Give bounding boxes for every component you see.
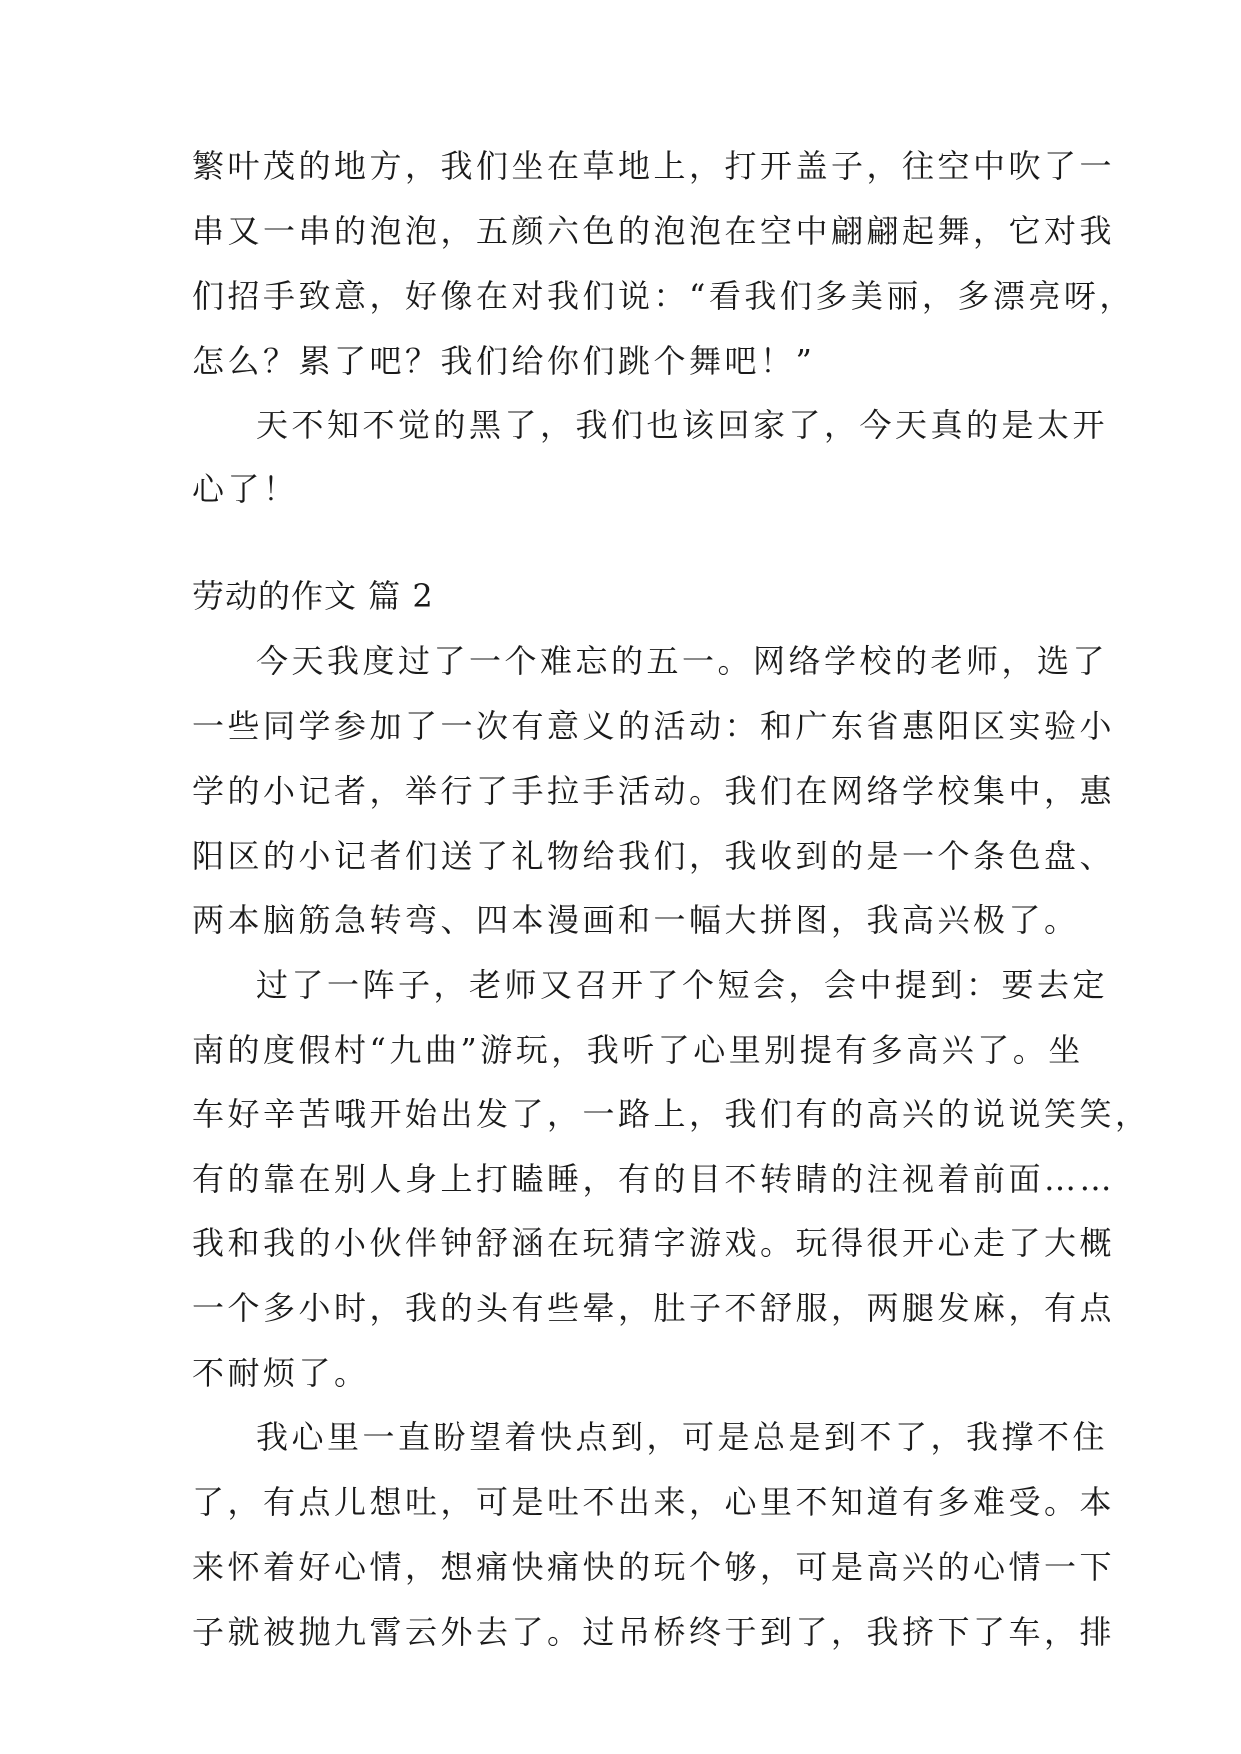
paragraph-line: 过了一阵子，老师又召开了个短会，会中提到：要去定 <box>256 966 1109 1004</box>
paragraph-line: 车好辛苦哦开始出发了，一路上，我们有的高兴的说说笑笑， <box>192 1095 1151 1133</box>
paragraph-line: 不耐烦了。 <box>192 1354 370 1392</box>
paragraph-line: 有的靠在别人身上打瞌睡，有的目不转睛的注视着前面…… <box>192 1160 1116 1198</box>
paragraph-line: 两本脑筋急转弯、四本漫画和一幅大拼图，我高兴极了。 <box>192 901 1080 939</box>
paragraph-line: 子就被抛九霄云外去了。过吊桥终于到了，我挤下了车，排 <box>192 1613 1116 1651</box>
paragraph-line: 心了！ <box>192 470 299 508</box>
paragraph-line: 了，有点儿想吐，可是吐不出来，心里不知道有多难受。本 <box>192 1483 1116 1521</box>
paragraph-line: 一个多小时，我的头有些晕，肚子不舒服，两腿发麻，有点 <box>192 1289 1116 1327</box>
paragraph-line: 天不知不觉的黑了，我们也该回家了，今天真的是太开 <box>256 406 1109 444</box>
paragraph-line: 学的小记者，举行了手拉手活动。我们在网络学校集中，惠 <box>192 772 1116 810</box>
section-title: 劳动的作文 篇 2 <box>192 577 434 615</box>
paragraph-line: 我和我的小伙伴钟舒涵在玩猜字游戏。玩得很开心走了大概 <box>192 1224 1116 1262</box>
paragraph-line: 们招手致意，好像在对我们说：“看我们多美丽，多漂亮呀， <box>192 277 1135 315</box>
paragraph-line: 串又一串的泡泡，五颜六色的泡泡在空中翩翩起舞，它对我 <box>192 212 1116 250</box>
paragraph-line: 一些同学参加了一次有意义的活动：和广东省惠阳区实验小 <box>192 707 1116 745</box>
paragraph-line: 来怀着好心情，想痛快痛快的玩个够，可是高兴的心情一下 <box>192 1548 1116 1586</box>
paragraph-line: 南的度假村“九曲”游玩，我听了心里别提有多高兴了。坐 <box>192 1031 1084 1069</box>
paragraph-line: 繁叶茂的地方，我们坐在草地上，打开盖子，往空中吹了一 <box>192 147 1116 185</box>
paragraph-line: 今天我度过了一个难忘的五一。网络学校的老师，选了 <box>256 642 1109 680</box>
paragraph-line: 怎么？累了吧？我们给你们跳个舞吧！” <box>192 342 816 380</box>
paragraph-line: 阳区的小记者们送了礼物给我们，我收到的是一个条色盘、 <box>192 837 1116 875</box>
paragraph-line: 我心里一直盼望着快点到，可是总是到不了，我撑不住 <box>256 1418 1109 1456</box>
